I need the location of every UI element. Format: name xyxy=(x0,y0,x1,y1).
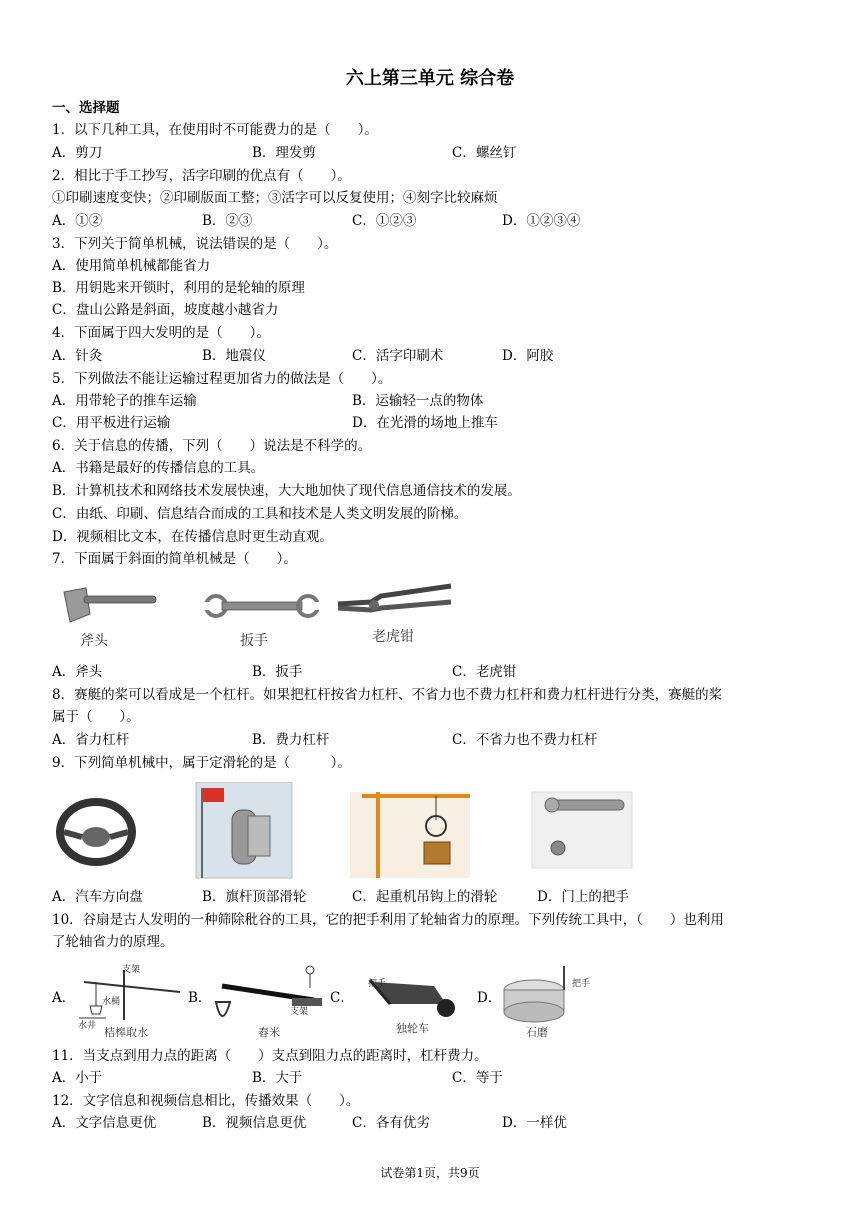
question-7-stem: 7．下面属于斜面的简单机械是（ ）。 xyxy=(52,551,297,567)
q2-option-c: C．①②③ xyxy=(352,213,417,229)
q7-caption-wrench: 扳手 xyxy=(240,633,268,649)
q10-option-a: A． xyxy=(52,990,76,1006)
q10c-caption: 独轮车 xyxy=(396,1022,429,1035)
q7-caption-axe: 斧头 xyxy=(80,633,108,649)
q2-option-b: B．②③ xyxy=(202,213,253,229)
steering-wheel-icon xyxy=(60,802,132,862)
q8-option-b: B．费力杠杆 xyxy=(252,732,330,748)
question-8-stem-line1: 8．赛艇的桨可以看成是一个杠杆。如果把杠杆按省力杠杆、不省力也不费力杠杆和费力杠杆进行分类，赛艇的桨 xyxy=(52,687,723,703)
q7-caption-pliers: 老虎钳 xyxy=(372,629,414,645)
q1-option-b: B．理发剪 xyxy=(252,145,316,161)
wrench-icon xyxy=(202,596,322,616)
q9-option-a: A．汽车方向盘 xyxy=(52,889,143,905)
q10-option-d: D． xyxy=(477,990,502,1006)
pliers-icon xyxy=(338,586,451,610)
door-handle-icon xyxy=(532,792,632,868)
q11-option-b: B．大于 xyxy=(252,1070,303,1086)
question-8-stem-line2: 属于（ ）。 xyxy=(52,709,140,725)
q12-option-b: B．视频信息更优 xyxy=(202,1115,307,1131)
q10a-caption: 桔槔取水 xyxy=(104,1026,148,1039)
q1-option-a: A．剪刀 xyxy=(52,145,103,161)
q10-tools-figure xyxy=(74,960,594,1040)
question-11-stem: 11．当支点到用力点的距离（ ）支点到阻力点的距离时，杠杆费力。 xyxy=(52,1048,488,1064)
q6-option-c: C．由纸、印刷、信息结合而成的工具和技术是人类文明发展的阶梯。 xyxy=(52,506,468,522)
question-12-stem: 12．文字信息和视频信息相比，传播效果（ ）。 xyxy=(52,1093,360,1109)
question-5-stem: 5．下列做法不能让运输过程更加省力的做法是（ ）。 xyxy=(52,371,392,387)
q5-option-c: C．用平板进行运输 xyxy=(52,415,171,431)
page-footer: 试卷第1页，共9页 xyxy=(380,1166,480,1180)
q10b-caption: 舂米 xyxy=(258,1026,280,1039)
q8-option-a: A．省力杠杆 xyxy=(52,732,130,748)
q8-option-c: C．不省力也不费力杠杆 xyxy=(452,732,598,748)
question-3-stem: 3．下列关于简单机械，说法错误的是（ ）。 xyxy=(52,236,338,252)
q10d-caption: 石磨 xyxy=(526,1026,548,1039)
q4-option-d: D．阿胶 xyxy=(502,348,554,364)
q10a-bucket-label: 水桶 xyxy=(102,997,121,1007)
question-10-stem-line1: 10．谷扇是古人发明的一种筛除秕谷的工具，它的把手利用了轮轴省力的原理。下列传统工具中，（ ）也利用 xyxy=(52,912,724,928)
q9-option-d: D．门上的把手 xyxy=(537,889,629,905)
crane-icon xyxy=(350,792,470,878)
q3-option-c: C．盘山公路是斜面，坡度越小越省力 xyxy=(52,302,279,318)
q5-option-a: A．用带轮子的推车运输 xyxy=(52,393,197,409)
millstone-icon xyxy=(504,966,564,1022)
q4-option-b: B．地震仪 xyxy=(202,348,266,364)
q10a-support-label: 支架 xyxy=(122,965,141,975)
q4-option-a: A．针灸 xyxy=(52,348,103,364)
question-4-stem: 4．下面属于四大发明的是（ ）。 xyxy=(52,325,270,341)
q7-option-c: C．老虎钳 xyxy=(452,664,517,680)
question-2-stem: 2．相比于手工抄写，活字印刷的优点有（ ）。 xyxy=(52,168,351,184)
q2-option-d: D．①②③④ xyxy=(502,213,581,229)
q3-option-a: A．使用简单机械都能省力 xyxy=(52,258,211,274)
q11-option-a: A．小于 xyxy=(52,1070,103,1086)
q12-option-d: D．一样优 xyxy=(502,1115,567,1131)
page-title: 六上第三单元 综合卷 xyxy=(345,68,515,89)
q11-option-c: C．等于 xyxy=(452,1070,503,1086)
q2-items: ①印刷速度变快；②印刷版面工整；③活字可以反复使用；④刻字比较麻烦 xyxy=(52,190,498,206)
q5-option-b: B．运输轻一点的物体 xyxy=(352,393,484,409)
q12-option-a: A．文字信息更优 xyxy=(52,1115,157,1131)
q12-option-c: C．各有优劣 xyxy=(352,1115,430,1131)
question-6-stem: 6．关于信息的传播，下列（ ）说法是不科学的。 xyxy=(52,438,372,454)
q6-option-b: B．计算机技术和网络技术发展快速，大大地加快了现代信息通信技术的发展。 xyxy=(52,483,521,499)
q10-option-c: C． xyxy=(330,990,354,1006)
axe-icon xyxy=(64,588,156,622)
q10b-support-label: 支架 xyxy=(290,1007,309,1017)
q3-option-b: B．用钥匙来开锁时，利用的是轮轴的原理 xyxy=(52,280,305,296)
q9-option-c: C．起重机吊钩上的滑轮 xyxy=(352,889,498,905)
q9-machines-figure xyxy=(52,782,642,882)
section-heading: 一、选择题 xyxy=(52,100,120,116)
question-1-stem: 1．以下几种工具，在使用时不可能费力的是（ ）。 xyxy=(52,122,378,138)
q6-option-a: A．书籍是最好的传播信息的工具。 xyxy=(52,460,265,476)
q2-option-a: A．①② xyxy=(52,213,103,229)
q6-option-d: D．视频相比文本，在传播信息时更生动直观。 xyxy=(52,529,333,545)
q10d-handle-label: 把手 xyxy=(572,979,591,989)
q5-option-d: D．在光滑的场地上推车 xyxy=(352,415,498,431)
q7-option-b: B．扳手 xyxy=(252,664,303,680)
q10c-handle-label: 把手 xyxy=(368,979,387,989)
q7-option-a: A．斧头 xyxy=(52,664,103,680)
q10-option-b: B． xyxy=(188,990,212,1006)
question-10-stem-line2: 了轮轴省力的原理。 xyxy=(52,934,174,950)
question-9-stem: 9．下列简单机械中，属于定滑轮的是（ ）。 xyxy=(52,755,351,771)
q10a-well-label: 水井 xyxy=(78,1021,97,1031)
q9-option-b: B．旗杆顶部滑轮 xyxy=(202,889,307,905)
q4-option-c: C．活字印刷术 xyxy=(352,348,444,364)
well-sweep-icon xyxy=(79,970,180,1020)
q1-option-c: C．螺丝钉 xyxy=(452,145,517,161)
flagpole-pulley-icon xyxy=(196,782,292,878)
